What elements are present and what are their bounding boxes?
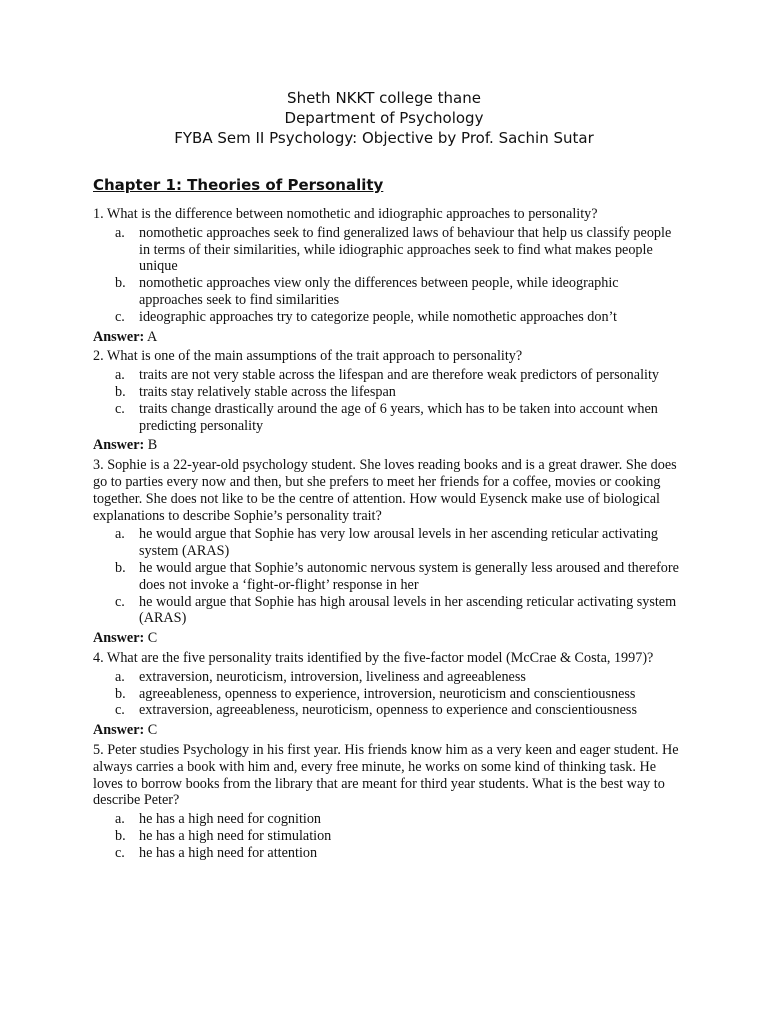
option-item [93,401,683,435]
option-text: traits change drastically around the age of 6 years, which has to be taken into account when predicting personality [139,400,658,434]
option-letter: b. [115,275,126,292]
option-text: extraversion, neuroticism, introversion, liveliness and agreeableness [139,668,526,685]
option-list [93,526,683,627]
option-list [93,367,683,434]
option-text: he has a high need for stimulation [139,827,332,844]
option-item [93,526,683,560]
option-item [93,594,683,628]
option-text: ideographic approaches try to categorize people, while nomothetic approaches don’t [139,308,617,325]
option-letter: c. [115,593,125,610]
option-text: he has a high need for cognition [139,811,322,828]
question-text: 5. Peter studies Psychology in his first year. His friends know him as a very keen and eager student. He always carries a book with him and, every free minute, he works on some kind of thinking task. He loves to borrow books from the library that are meant for third year students. What is the best way to describe Peter? [93,741,679,809]
question-text: 2. What is one of the main assumptions of the trait approach to personality? [93,348,523,365]
option-item [93,275,683,309]
option-item [93,669,683,686]
option-letter: a. [115,668,125,685]
question-text: 4. What are the five personality traits identified by the five-factor model (McCrae & Costa, 1997)? [93,649,654,666]
option-item [93,702,683,719]
option-letter: b. [115,827,126,844]
option-letter: a. [115,224,125,241]
answer-line [93,722,683,739]
option-item [93,367,683,384]
answer-value: C [147,630,158,647]
college-name: Sheth NKKT college thane [287,89,481,107]
department-name: Department of Psychology [284,109,484,127]
answer-label: Answer: [93,437,145,454]
answer-label: Answer: [93,328,145,345]
question-text: 3. Sophie is a 22-year-old psychology student. She loves reading books and is a great drawer. She does go to parties every now and then, but she prefers to meet her friends for a coffee, movies or cooking together. She does not like to be the centre of attention. How would Eysenck make use of biological explanations to describe Sophie’s personality trait? [93,457,677,524]
option-text: traits are not very stable across the lifespan and are therefore weak predictors of personality [139,367,659,384]
option-text: he would argue that Sophie’s autonomic nervous system is generally less aroused and therefore does not invoke a ‘fight-or-flight’ response in her [139,559,679,593]
answer-value: B [147,437,158,454]
question-list [93,206,683,864]
option-text: he would argue that Sophie has very low arousal levels in her ascending reticular activating system (ARAS) [139,526,658,560]
option-item [93,309,683,326]
option-item [93,686,683,703]
answer-line [93,329,683,346]
option-text: agreeableness, openness to experience, introversion, neuroticism and conscientiousness [139,685,636,702]
option-letter: a. [115,526,125,543]
option-letter: a. [115,367,125,384]
option-list [93,669,683,719]
option-letter: a. [115,811,125,828]
option-text: traits stay relatively stable across the lifespan [139,383,396,400]
answer-label: Answer: [93,722,145,739]
option-letter: c. [115,702,125,719]
option-text: nomothetic approaches seek to find generalized laws of behaviour that help us classify people in terms of their similarities, while idiographic approaches seek to find what makes people unique [139,224,672,275]
answer-line [93,437,683,454]
answer-value: A [147,328,158,345]
answer-line [93,630,683,647]
option-list [93,811,683,861]
option-item [93,845,683,862]
option-letter: c. [115,844,125,861]
option-item [93,811,683,828]
chapter-title: Chapter 1: Theories of Personality [93,176,384,194]
document-title: FYBA Sem II Psychology: Objective by Prof. Sachin Sutar [174,129,594,147]
option-item [93,828,683,845]
option-text: nomothetic approaches view only the differences between people, while ideographic approaches seek to find similarities [139,275,619,308]
option-letter: c. [115,400,125,417]
option-item [93,560,683,594]
option-letter: b. [115,383,126,400]
option-text: he would argue that Sophie has high arousal levels in her ascending reticular activating system (ARAS) [139,593,677,627]
option-letter: c. [115,308,125,325]
question-text: 1. What is the difference between nomothetic and idiographic approaches to personality? [93,206,598,222]
answer-value: C [147,722,158,739]
document-header [0,88,768,148]
option-letter: b. [115,559,126,576]
option-letter: b. [115,685,126,702]
option-list [93,225,683,326]
answer-label: Answer: [93,630,145,647]
option-item [93,225,683,275]
option-item [93,384,683,401]
option-text: he has a high need for attention [139,844,318,861]
option-text: extraversion, agreeableness, neuroticism, openness to experience and conscientiousness [139,702,637,719]
